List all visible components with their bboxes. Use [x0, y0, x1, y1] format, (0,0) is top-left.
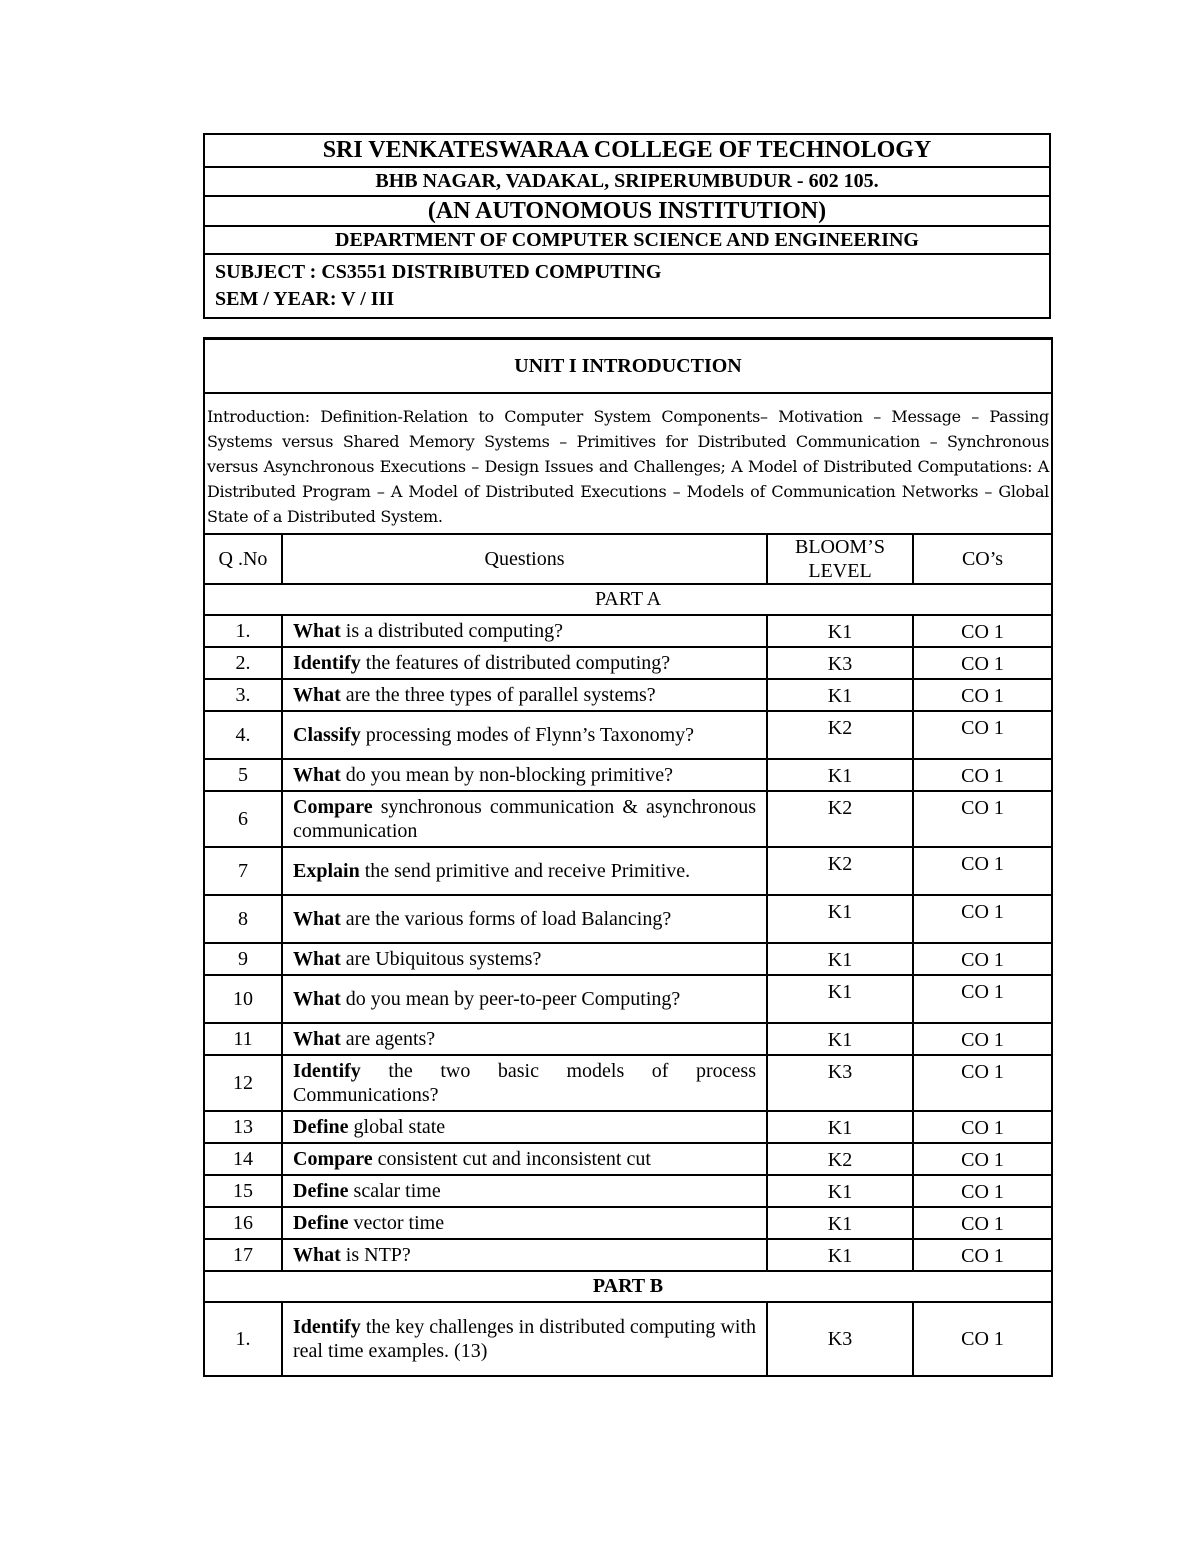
question-number: 4. [204, 711, 282, 759]
question-verb: Identify [293, 1316, 361, 1338]
college-address: BHB NAGAR, VADAKAL, SRIPERUMBUDUR - 602 105. [204, 167, 1050, 196]
question-number: 5 [204, 759, 282, 791]
question-verb: What [293, 764, 341, 786]
question-number: 14 [204, 1143, 282, 1175]
question-row [204, 647, 1052, 679]
question-body: do you mean by peer-to-peer Computing? [340, 988, 681, 1010]
question-text [282, 975, 767, 1023]
bloom-level: K1 [767, 1023, 913, 1055]
question-row [204, 1207, 1052, 1239]
question-number: 10 [204, 975, 282, 1023]
question-verb: Define [293, 1212, 349, 1234]
bloom-level: K1 [767, 679, 913, 711]
unit-title: UNIT I INTRODUCTION [204, 339, 1052, 394]
question-body: processing modes of Flynn’s Taxonomy? [360, 724, 694, 746]
question-text [282, 1111, 767, 1143]
question-number: 1. [204, 1302, 282, 1376]
question-verb: Explain [293, 860, 360, 882]
question-number: 9 [204, 943, 282, 975]
sem-year-line: SEM / YEAR: V / III [215, 288, 395, 310]
bloom-level: K2 [767, 1143, 913, 1175]
bloom-level: K1 [767, 615, 913, 647]
question-verb: Identify [293, 1060, 361, 1082]
course-outcome: CO 1 [913, 943, 1052, 975]
question-text [282, 1175, 767, 1207]
course-outcome: CO 1 [913, 711, 1052, 759]
question-verb: Define [293, 1180, 349, 1202]
question-verb: What [293, 1028, 341, 1050]
course-outcome: CO 1 [913, 1143, 1052, 1175]
question-row [204, 1111, 1052, 1143]
question-row [204, 791, 1052, 847]
questions-table [203, 337, 1053, 1377]
question-verb: Identify [293, 652, 361, 674]
question-verb: What [293, 620, 341, 642]
autonomous-label: (AN AUTONOMOUS INSTITUTION) [204, 196, 1050, 226]
course-outcome: CO 1 [913, 647, 1052, 679]
question-verb: What [293, 684, 341, 706]
question-text [282, 1023, 767, 1055]
question-number: 13 [204, 1111, 282, 1143]
bloom-level: K1 [767, 759, 913, 791]
col-cos: CO’s [913, 534, 1052, 584]
question-row [204, 975, 1052, 1023]
question-row [204, 847, 1052, 895]
question-row [204, 1239, 1052, 1271]
department-name: DEPARTMENT OF COMPUTER SCIENCE AND ENGINEERING [204, 226, 1050, 254]
question-text [282, 679, 767, 711]
question-body: are the various forms of load Balancing? [340, 908, 672, 930]
question-verb: What [293, 988, 341, 1010]
bloom-level: K2 [767, 847, 913, 895]
question-text [282, 711, 767, 759]
course-outcome: CO 1 [913, 759, 1052, 791]
course-outcome: CO 1 [913, 1302, 1052, 1376]
question-text [282, 1207, 767, 1239]
question-number: 7 [204, 847, 282, 895]
course-outcome: CO 1 [913, 1239, 1052, 1271]
course-outcome: CO 1 [913, 1207, 1052, 1239]
course-outcome: CO 1 [913, 1023, 1052, 1055]
question-body: are the three types of parallel systems? [340, 684, 656, 706]
bloom-level: K2 [767, 791, 913, 847]
question-body: the two basic models of process Communications? [293, 1060, 756, 1106]
college-name: SRI VENKATESWARAA COLLEGE OF TECHNOLOGY [204, 134, 1050, 167]
question-row [204, 615, 1052, 647]
question-number: 16 [204, 1207, 282, 1239]
course-outcome: CO 1 [913, 1111, 1052, 1143]
question-row [204, 1175, 1052, 1207]
bloom-level: K1 [767, 895, 913, 943]
question-body: is a distributed computing? [340, 620, 563, 642]
bloom-level: K2 [767, 711, 913, 759]
question-body: do you mean by non-blocking primitive? [340, 764, 673, 786]
col-qno: Q .No [204, 534, 282, 584]
question-row [204, 1023, 1052, 1055]
question-body: are agents? [340, 1028, 436, 1050]
question-row [204, 895, 1052, 943]
part-a-label: PART A [204, 584, 1052, 615]
part-a-questions [204, 615, 1052, 1271]
bloom-level: K1 [767, 943, 913, 975]
course-outcome: CO 1 [913, 847, 1052, 895]
question-number: 8 [204, 895, 282, 943]
subject-line: SUBJECT : CS3551 DISTRIBUTED COMPUTING [215, 261, 662, 283]
question-verb: Compare [293, 796, 373, 818]
course-outcome: CO 1 [913, 679, 1052, 711]
question-number: 15 [204, 1175, 282, 1207]
question-text [282, 1143, 767, 1175]
question-row [204, 679, 1052, 711]
question-number: 3. [204, 679, 282, 711]
course-outcome: CO 1 [913, 615, 1052, 647]
question-number: 12 [204, 1055, 282, 1111]
course-outcome: CO 1 [913, 895, 1052, 943]
part-b-row [204, 1271, 1052, 1302]
question-verb: Compare [293, 1148, 373, 1170]
question-text [282, 791, 767, 847]
course-outcome: CO 1 [913, 1055, 1052, 1111]
bloom-level: K1 [767, 975, 913, 1023]
question-text [282, 847, 767, 895]
column-header-row [204, 534, 1052, 584]
bloom-level: K3 [767, 1055, 913, 1111]
question-row [204, 759, 1052, 791]
question-number: 2. [204, 647, 282, 679]
bloom-level: K1 [767, 1111, 913, 1143]
question-body: global state [348, 1116, 446, 1138]
question-body: is NTP? [340, 1244, 411, 1266]
subject-info [204, 254, 1050, 318]
question-number: 1. [204, 615, 282, 647]
question-body: consistent cut and inconsistent cut [372, 1148, 651, 1170]
question-body: scalar time [348, 1180, 441, 1202]
course-outcome: CO 1 [913, 1175, 1052, 1207]
bloom-level: K1 [767, 1175, 913, 1207]
unit-syllabus: Introduction: Definition-Relation to Computer System Components– Motivation – Message – Passing Systems versus Shared Memory Systems – Primitives for Distributed Communication – Synchronous versus Asynchronous Executions – Design Issues and Challenges; A Model of Distributed Computations: A Distributed Program – A Model of Distributed Executions – Models of Communication Networks – Global State of a Distributed System. [204, 393, 1052, 534]
question-body: the features of distributed computing? [360, 652, 671, 674]
col-questions: Questions [282, 534, 767, 584]
question-text [282, 647, 767, 679]
question-verb: What [293, 908, 341, 930]
question-text [282, 943, 767, 975]
bloom-level: K1 [767, 1207, 913, 1239]
bloom-level: K1 [767, 1239, 913, 1271]
question-body: vector time [348, 1212, 445, 1234]
bloom-level: K3 [767, 647, 913, 679]
question-number: 17 [204, 1239, 282, 1271]
question-number: 11 [204, 1023, 282, 1055]
question-row [204, 1302, 1052, 1376]
college-header-table [203, 133, 1051, 319]
question-text [282, 1055, 767, 1111]
question-body: the send primitive and receive Primitive. [359, 860, 691, 882]
question-verb: Classify [293, 724, 361, 746]
part-b-label: PART B [204, 1271, 1052, 1302]
course-outcome: CO 1 [913, 791, 1052, 847]
bloom-level: K3 [767, 1302, 913, 1376]
course-outcome: CO 1 [913, 975, 1052, 1023]
question-text [282, 759, 767, 791]
question-body: synchronous communication & asynchronous communication [293, 796, 756, 842]
question-body: the key challenges in distributed computing with real time examples. (13) [293, 1316, 756, 1362]
question-bank-page [203, 133, 1051, 1377]
question-number: 6 [204, 791, 282, 847]
question-row [204, 1055, 1052, 1111]
question-body: are Ubiquitous systems? [340, 948, 542, 970]
question-text [282, 1302, 767, 1376]
question-text [282, 1239, 767, 1271]
question-row [204, 1143, 1052, 1175]
part-b-questions [204, 1302, 1052, 1376]
question-row [204, 711, 1052, 759]
question-row [204, 943, 1052, 975]
part-a-row [204, 584, 1052, 615]
question-verb: What [293, 948, 341, 970]
question-verb: Define [293, 1116, 349, 1138]
question-text [282, 895, 767, 943]
question-text [282, 615, 767, 647]
col-bloom-level: BLOOM’S LEVEL [767, 534, 913, 584]
question-verb: What [293, 1244, 341, 1266]
